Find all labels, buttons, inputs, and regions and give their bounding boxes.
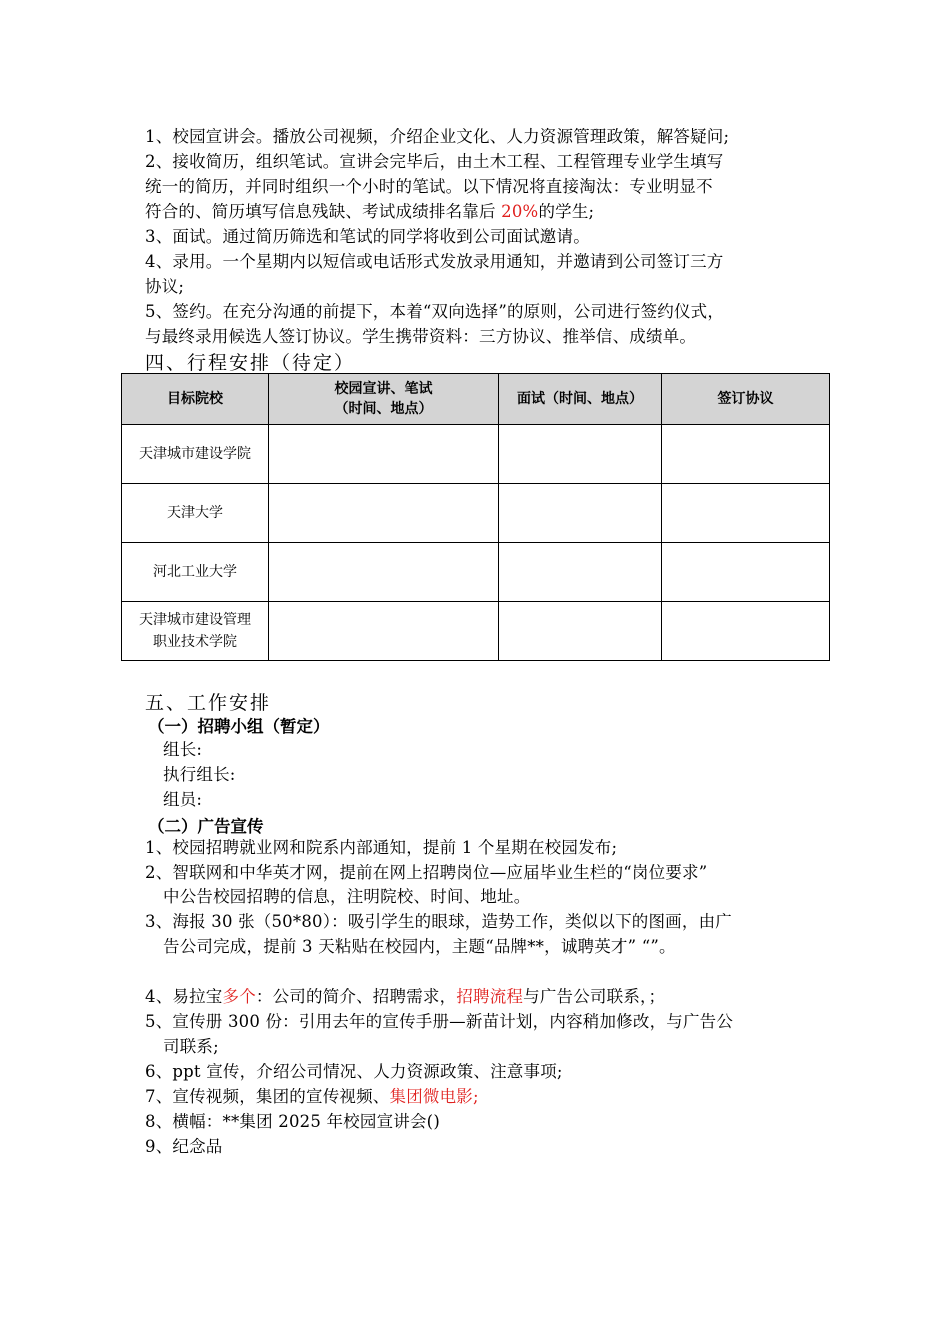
ad-item-2-cont: 中公告校园招聘的信息，注明院校、时间、地址。 xyxy=(163,887,531,906)
ad-item-6: 6、ppt 宣传，介绍公司情况、人力资源政策、注意事项; xyxy=(145,1062,563,1081)
ad-item-3: 3、海报 30 张（50*80）：吸引学生的眼球，造势工作，类似以下的图画，由广 xyxy=(145,912,732,931)
table-row xyxy=(122,425,830,484)
process-line-6: 4、录用。一个星期内以短信或电话形式发放录用通知，并邀请到公司签订三方 xyxy=(145,252,724,271)
process-line-4-text-a: 符合的、简历填写信息残缺、考试成绩排名靠后 xyxy=(145,202,502,221)
recruit-group-heading: （一）招聘小组（暂定） xyxy=(148,717,330,736)
school-name: 河北工业大学 xyxy=(153,564,237,580)
header-talk-l2: （时间、地点） xyxy=(334,401,433,417)
header-interview: 面试（时间、地点） xyxy=(499,374,662,425)
talk-cell xyxy=(269,484,499,543)
table-row xyxy=(122,602,830,661)
group-leader: 组长: xyxy=(163,740,203,759)
group-members: 组员: xyxy=(163,790,203,809)
ad-item-7-text: 7、宣传视频，集团的宣传视频、 xyxy=(145,1087,390,1106)
interview-cell xyxy=(499,425,662,484)
ad-item-8: 8、横幅：**集团 2025 年校园宣讲会() xyxy=(145,1112,440,1131)
schedule-table xyxy=(121,373,830,661)
ad-item-4-text-c: 与广告公司联系，； xyxy=(523,987,666,1006)
school-name: 天津大学 xyxy=(167,505,223,521)
ad-item-4-text-a: 4、易拉宝 xyxy=(145,987,223,1006)
talk-cell xyxy=(269,425,499,484)
process-line-8: 5、签约。在充分沟通的前提下，本着“双向选择”的原则，公司进行签约仪式， xyxy=(145,302,725,321)
table-row xyxy=(122,543,830,602)
school-name-l2: 职业技术学院 xyxy=(153,634,237,650)
sign-cell xyxy=(662,484,830,543)
sign-cell xyxy=(662,602,830,661)
school-cell xyxy=(122,484,269,543)
interview-cell xyxy=(499,484,662,543)
ad-item-1: 1、校园招聘就业网和院系内部通知，提前 1 个星期在校园发布; xyxy=(145,838,618,857)
ad-item-2: 2、智联网和中华英才网，提前在网上招聘岗位—应届毕业生栏的“岗位要求” xyxy=(145,863,708,882)
ad-item-4 xyxy=(145,986,665,1008)
process-line-1: 1、校园宣讲会。播放公司视频，介绍企业文化、人力资源管理政策，解答疑问; xyxy=(145,127,730,146)
group-exec-leader: 执行组长: xyxy=(163,765,236,784)
talk-cell xyxy=(269,602,499,661)
ad-item-4-highlight-1: 多个 xyxy=(222,987,256,1006)
header-talk-l1: 校园宣讲、笔试 xyxy=(334,381,433,397)
schedule-header-row xyxy=(122,374,830,425)
header-talk xyxy=(269,374,499,425)
school-name: 天津城市建设学院 xyxy=(139,446,251,462)
school-cell xyxy=(122,543,269,602)
ad-item-4-text-b: ：公司的简介、招聘需求， xyxy=(255,987,457,1006)
section-4-heading: 四、行程安排（待定） xyxy=(145,352,356,374)
talk-cell xyxy=(269,543,499,602)
school-name-l1: 天津城市建设管理 xyxy=(139,612,251,628)
ad-item-7 xyxy=(145,1086,479,1108)
school-cell xyxy=(122,425,269,484)
process-line-5: 3、面试。通过简历筛选和笔试的同学将收到公司面试邀请。 xyxy=(145,227,590,246)
process-highlight-percent: 20% xyxy=(501,202,539,221)
table-row xyxy=(122,484,830,543)
process-line-2: 2、接收简历，组织笔试。宣讲会完毕后，由土木工程、工程管理专业学生填写 xyxy=(145,152,724,171)
ad-heading: （二）广告宣传 xyxy=(148,817,264,836)
process-line-4-text-b: 的学生; xyxy=(538,202,595,221)
sign-cell xyxy=(662,543,830,602)
interview-cell xyxy=(499,602,662,661)
process-line-3: 统一的简历，并同时组织一个小时的笔试。以下情况将直接淘汰：专业明显不 xyxy=(145,177,713,196)
header-school: 目标院校 xyxy=(122,374,269,425)
ad-item-3-cont: 告公司完成，提前 3 天粘贴在校园内，主题“品牌**，诚聘英才” “”。 xyxy=(163,937,676,956)
header-sign: 签订协议 xyxy=(662,374,830,425)
process-line-4 xyxy=(145,201,594,223)
interview-cell xyxy=(499,543,662,602)
sign-cell xyxy=(662,425,830,484)
ad-item-5-cont: 司联系; xyxy=(163,1037,219,1056)
ad-item-7-highlight: 集团微电影; xyxy=(389,1087,479,1106)
ad-item-9: 9、纪念品 xyxy=(145,1137,223,1156)
section-5-heading: 五、工作安排 xyxy=(145,692,272,714)
process-line-9: 与最终录用候选人签订协议。学生携带资料：三方协议、推举信、成绩单。 xyxy=(145,327,697,346)
ad-item-4-highlight-2: 招聘流程 xyxy=(456,987,524,1006)
process-line-7: 协议; xyxy=(145,277,185,296)
school-cell xyxy=(122,602,269,661)
ad-item-5: 5、宣传册 300 份：引用去年的宣传手册—新苗计划，内容稍加修改，与广告公 xyxy=(145,1012,734,1031)
